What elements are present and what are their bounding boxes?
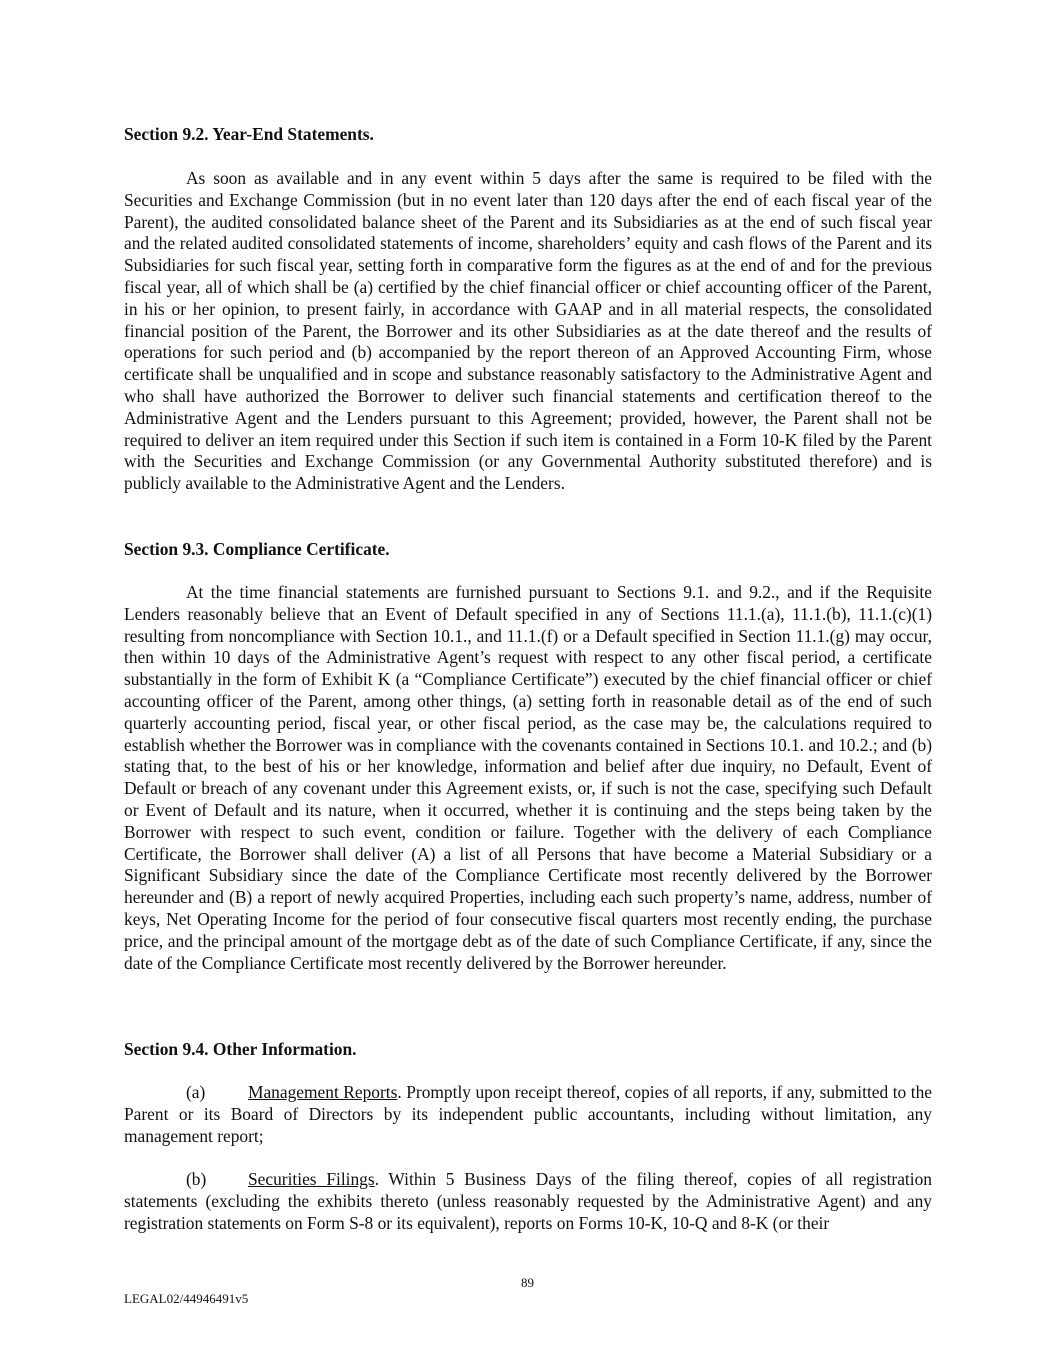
item-b-title: Securities Filings bbox=[248, 1169, 375, 1189]
item-b-text: . Within 5 Business Days of the filing thereof, copies of all registration statements (excluding the exhibits thereto (unless reasonably requested by the Administrative Agent) and any registration statements on Form S-8 or its equivalent), reports on Forms 10-K, 10-Q and 8-K (or their bbox=[124, 1169, 932, 1233]
item-a-text: . Promptly upon receipt thereof, copies of all reports, if any, submitted to the Parent or its Board of Directors by its independent public accountants, including without limitation, any management report; bbox=[124, 1082, 932, 1146]
section-9-2-body: As soon as available and in any event within 5 days after the same is required to be filed with the Securities and Exchange Commission (but in no event later than 120 days after the end of each fiscal year of the Parent), the audited consolidated balance sheet of the Parent and its Subsidiaries as at the end of such fiscal year and the related audited consolidated statements of income, shareholders’ equity and cash flows of the Parent and its Subsidiaries for such fiscal year, setting forth in comparative form the figures as at the end of and for the previous fiscal year, all of which shall be (a) certified by the chief financial officer or chief accounting officer of the Parent, in his or her opinion, to present fairly, in accordance with GAAP and in all material respects, the consolidated financial position of the Parent, the Borrower and its other Subsidiaries as at the date thereof and the results of operations for such period and (b) accompanied by the report thereon of an Approved Accounting Firm, whose certificate shall be unqualified and in scope and substance reasonably satisfactory to the Administrative Agent and who shall have authorized the Borrower to deliver such financial statements and certification thereof to the Administrative Agent and the Lenders pursuant to this Agreement; provided, however, the Parent shall not be required to deliver an item required under this Section if such item is contained in a Form 10-K filed by the Parent with the Securities and Exchange Commission (or any Governmental Authority substituted therefore) and is publicly available to the Administrative Agent and the Lenders. bbox=[124, 168, 932, 494]
section-9-4-heading: Section 9.4. Other Information. bbox=[124, 1039, 357, 1059]
section-9-3-heading: Section 9.3. Compliance Certificate. bbox=[124, 539, 390, 559]
section-9-4-item-b bbox=[124, 1169, 932, 1234]
item-b-marker: (b) bbox=[186, 1169, 207, 1189]
page-number: 89 bbox=[521, 1275, 534, 1290]
document-id: LEGAL02/44946491v5 bbox=[124, 1291, 249, 1306]
section-9-2-heading: Section 9.2. Year-End Statements. bbox=[124, 124, 374, 144]
section-9-3-body: At the time financial statements are furnished pursuant to Sections 9.1. and 9.2., and if the Requisite Lenders reasonably believe that an Event of Default specified in any of Sections 11.1.(a), 11.1.(b), 11.1.(c)(1) resulting from noncompliance with Section 10.1., and 11.1.(f) or a Default specified in Section 11.1.(g) may occur, then within 10 days of the Administrative Agent’s request with respect to any other fiscal period, a certificate substantially in the form of Exhibit K (a “Compliance Certificate”) executed by the chief financial officer or chief accounting officer of the Parent, among other things, (a) setting forth in reasonable detail as of the end of such quarterly accounting period, fiscal year, or other fiscal period, as the case may be, the calculations required to establish whether the Borrower was in compliance with the covenants contained in Sections 10.1. and 10.2.; and (b) stating that, to the best of his or her knowledge, information and belief after due inquiry, no Default, Event of Default or breach of any covenant under this Agreement exists, or, if such is not the case, specifying such Default or Event of Default and its nature, when it occurred, whether it is continuing and the steps being taken by the Borrower with respect to such event, condition or failure. Together with the delivery of each Compliance Certificate, the Borrower shall deliver (A) a list of all Persons that have become a Material Subsidiary or a Significant Subsidiary since the date of the Compliance Certificate most recently delivered by the Borrower hereunder and (B) a report of newly acquired Properties, including each such property’s name, address, number of keys, Net Operating Income for the period of four consecutive fiscal quarters most recently ending, the purchase price, and the principal amount of the mortgage debt as of the date of such Compliance Certificate, if any, since the date of the Compliance Certificate most recently delivered by the Borrower hereunder. bbox=[124, 582, 932, 973]
item-a-marker: (a) bbox=[186, 1082, 206, 1102]
section-9-4-item-a bbox=[124, 1082, 932, 1147]
item-a-title: Management Reports bbox=[248, 1082, 398, 1102]
